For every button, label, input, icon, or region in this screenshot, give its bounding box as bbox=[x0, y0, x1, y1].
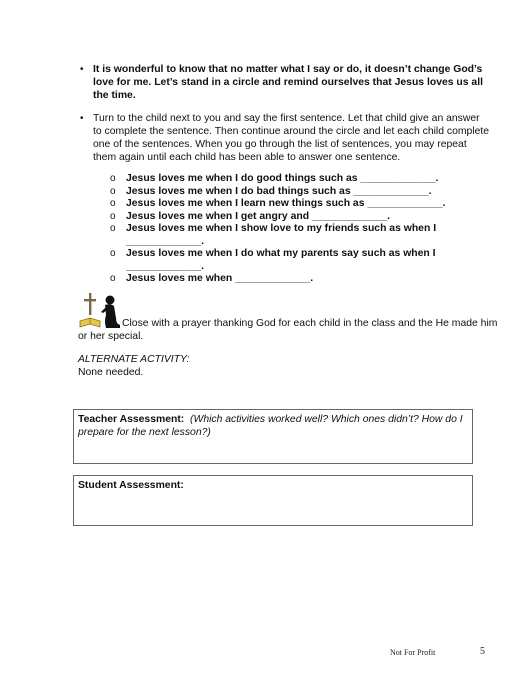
list-item bbox=[110, 186, 490, 199]
sentence-text: Jesus loves me when I show love to my friends such as when I _____________. bbox=[126, 223, 437, 247]
list-marker: o bbox=[110, 223, 116, 234]
list-marker: o bbox=[110, 198, 116, 209]
page-number: 5 bbox=[480, 646, 485, 657]
teacher-assessment-label: Teacher Assessment: bbox=[78, 414, 185, 425]
sentence-text: Jesus loves me when I do good things such as _____________. bbox=[126, 173, 439, 184]
student-assessment-box[interactable] bbox=[73, 475, 473, 526]
sentence-text: Jesus loves me when I do bad things such as _____________. bbox=[126, 185, 432, 197]
sentence-text: Jesus loves me when _____________. bbox=[126, 273, 314, 284]
alternate-activity bbox=[78, 353, 378, 379]
list-marker: o bbox=[110, 210, 116, 222]
list-marker: o bbox=[110, 248, 116, 259]
list-item bbox=[110, 223, 490, 248]
teacher-assessment-note: (Which activities worked well? Which ones didn’t? How do I prepare for the next lesson?) bbox=[78, 414, 463, 438]
alternate-activity-body: None needed. bbox=[78, 367, 144, 378]
teacher-assessment-box[interactable] bbox=[73, 409, 473, 464]
sentence-text: Jesus loves me when I get angry and _____________. bbox=[126, 210, 390, 222]
bullet-text: Turn to the child next to you and say the first sentence. Let that child give an answer to complete the sentence. Then continue around the circle and let each child complete one of the sentences. When you go through the list of sentences, you may repeat them again until each child has been able to answer one sentence. bbox=[93, 113, 490, 163]
bullet-text: It is wonderful to know that no matter what I say or do, it doesn’t change God’s love for me. Let’s stand in a circle and remind ourselves that Jesus loves us all the time. bbox=[93, 64, 483, 101]
bullet-marker: • bbox=[80, 113, 84, 124]
page-footer bbox=[390, 646, 530, 659]
list-marker: o bbox=[110, 185, 116, 197]
list-marker: o bbox=[110, 173, 116, 184]
sentence-list bbox=[110, 173, 490, 286]
sentence-text: Jesus loves me when I do what my parents say such as when I _____________. bbox=[126, 248, 436, 272]
list-item bbox=[110, 248, 490, 273]
closing-text: Close with a prayer thanking God for each child in the class and the He made him or her special. bbox=[78, 318, 498, 342]
bullet-item bbox=[80, 112, 490, 164]
bullet-item bbox=[80, 63, 490, 102]
student-assessment-label: Student Assessment: bbox=[78, 480, 184, 491]
sentence-text: Jesus loves me when I learn new things such as _____________. bbox=[126, 198, 446, 209]
footer-text: Not For Profit bbox=[390, 648, 436, 657]
bullet-marker: • bbox=[80, 64, 84, 75]
list-item bbox=[110, 173, 490, 186]
list-item bbox=[110, 198, 490, 211]
list-marker: o bbox=[110, 273, 116, 284]
list-item bbox=[110, 273, 490, 286]
list-item bbox=[110, 211, 490, 224]
alternate-activity-title: ALTERNATE ACTIVITY: bbox=[78, 354, 190, 365]
